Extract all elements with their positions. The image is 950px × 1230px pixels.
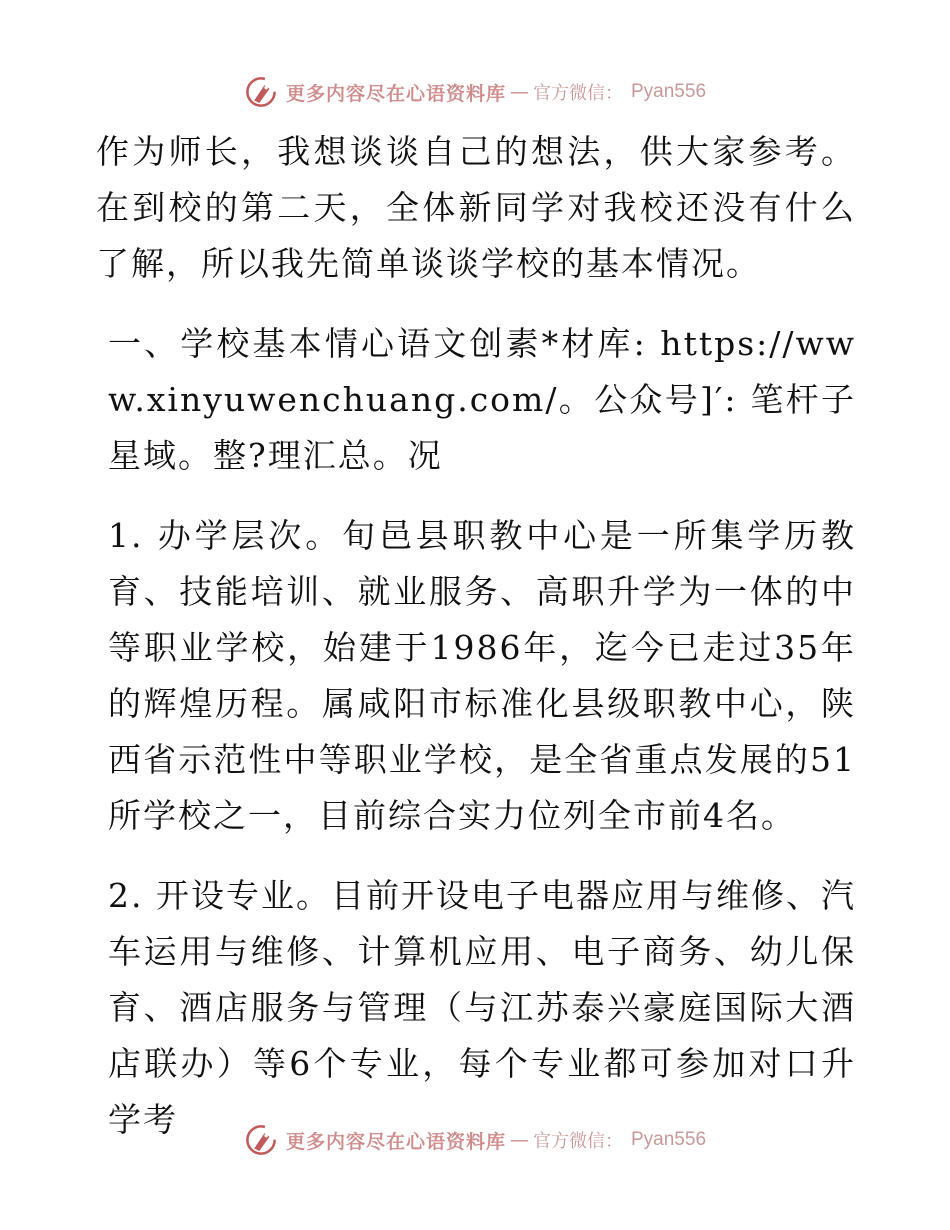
paragraph-school-level: 1. 办学层次。旬邑县职教中心是一所集学历教育、技能培训、就业服务、高职升学为一体的中等职业学校，始建于1986年，迄今已走过35年的辉煌历程。属咸阳市标准化县级职教中心，陕西省示范性中等职业学校，是全省重点发展的51所学校之一，目前综合实力位列全市前4名。 xyxy=(108,516,856,835)
watermark-note: 官方微信： xyxy=(533,1131,623,1152)
watermark-separator: — xyxy=(510,81,529,103)
watermark-brand: 更多内容尽在心语资料库 xyxy=(285,1130,506,1153)
fountain-pen-logo-icon xyxy=(244,1123,278,1157)
watermark-wechat-id: Pyan556 xyxy=(631,81,707,102)
footer-watermark xyxy=(0,1120,950,1160)
watermark-note: 官方微信： xyxy=(533,83,623,104)
paragraph-majors: 2. 开设专业。目前开设电子电器应用与维修、汽车运用与维修、计算机应用、电子商务、幼儿保育、酒店服务与管理（与江苏泰兴豪庭国际大酒店联办）等6个专业，每个专业都可参加对口升学考 xyxy=(108,876,856,1139)
watermark-wechat-id: Pyan556 xyxy=(631,1129,707,1150)
header-watermark xyxy=(0,72,950,112)
paragraph-section-heading: 一、学校基本情心语文创素*材库: https://www.xinyuwenchuang.com/。公众号]′: 笔杆子星域。整?理汇总。况 xyxy=(108,324,856,475)
watermark-brand: 更多内容尽在心语资料库 xyxy=(285,82,506,105)
paragraph-intro: 作为师长，我想谈谈自己的想法，供大家参考。在到校的第二天，全体新同学对我校还没有什么了解，所以我先简单谈谈学校的基本情况。 xyxy=(96,132,856,283)
fountain-pen-logo-icon xyxy=(244,75,278,109)
watermark-separator: — xyxy=(510,1129,529,1151)
document-body xyxy=(96,124,856,1172)
